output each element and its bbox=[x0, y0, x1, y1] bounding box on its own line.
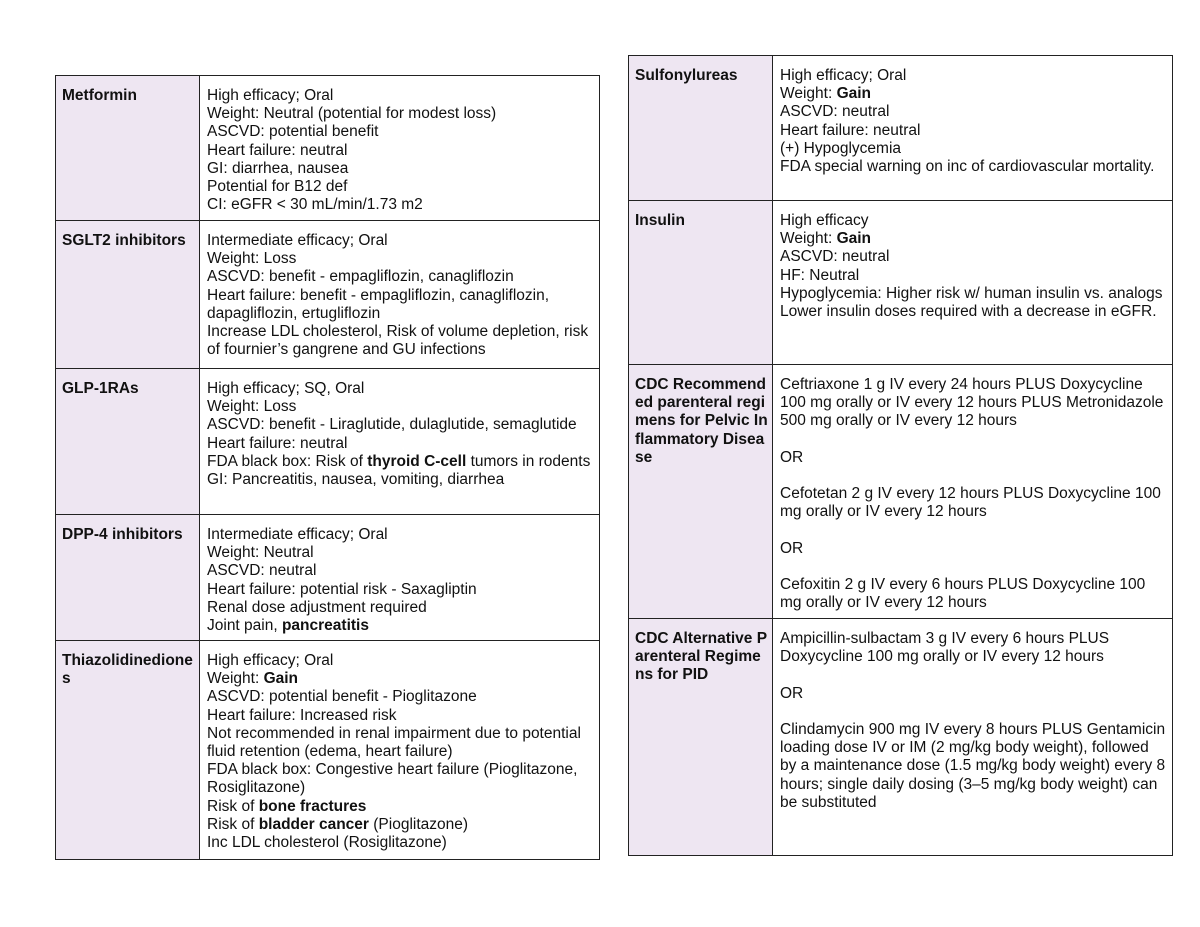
detail-emphasis: Gain bbox=[263, 670, 299, 688]
table-row-insulin bbox=[629, 201, 1173, 365]
detail-line bbox=[780, 522, 1166, 540]
detail-line bbox=[207, 105, 593, 123]
detail-text: FDA black box: Congestive heart failure (Pioglitazone, Rosiglitazone) bbox=[207, 761, 578, 797]
detail-line bbox=[207, 453, 593, 471]
detail-text: Ceftriaxone 1 g IV every 24 hours PLUS Doxycycline 100 mg orally or IV every 12 hours PLUS Metronidazole 500 mg orally or IV every 12 hours bbox=[780, 376, 1164, 430]
detail-line bbox=[780, 666, 1166, 684]
detail-emphasis: thyroid C-cell bbox=[367, 452, 467, 470]
detail-text: Clindamycin 900 mg IV every 8 hours PLUS Gentamicin loading dose IV or IM (2 mg/kg body weight), followed by a maintenance dose (1.5 mg/kg body weight) every 8 hours; single daily dosing (3–5 mg/kg body weight) can be substituted bbox=[780, 720, 1166, 811]
detail-line bbox=[780, 267, 1166, 285]
detail-text: ASCVD: neutral bbox=[207, 562, 317, 580]
detail-text: Heart failure: benefit - empagliflozin, canagliflozin, dapagliflozin, ertugliflozin bbox=[207, 286, 550, 322]
detail-line bbox=[780, 248, 1166, 266]
detail-line bbox=[207, 725, 593, 761]
drug-class-details bbox=[200, 369, 600, 515]
drug-class-name: CDC Recommended parenteral regimens for Pelvic Inflammatory Disease bbox=[629, 365, 773, 619]
detail-text: ASCVD: benefit - empagliflozin, canagliflozin bbox=[207, 268, 514, 286]
detail-line bbox=[780, 230, 1166, 248]
detail-text: High efficacy; SQ, Oral bbox=[207, 380, 365, 397]
detail-line bbox=[780, 540, 1166, 558]
drug-class-name: Insulin bbox=[629, 201, 773, 365]
detail-line bbox=[207, 544, 593, 562]
detail-text: Weight: bbox=[207, 670, 264, 688]
detail-text: Not recommended in renal impairment due to potential fluid retention (edema, heart failure) bbox=[207, 724, 581, 761]
detail-text: Intermediate efficacy; Oral bbox=[207, 232, 388, 249]
detail-text: Heart failure: neutral bbox=[207, 141, 348, 159]
detail-text: Weight: bbox=[780, 85, 837, 103]
detail-text: Risk of bbox=[207, 815, 259, 833]
detail-text: Heart failure: Increased risk bbox=[207, 706, 397, 724]
detail-emphasis: bone fractures bbox=[258, 797, 367, 815]
detail-line bbox=[207, 798, 593, 816]
detail-line bbox=[780, 158, 1166, 176]
detail-text: Cefoxitin 2 g IV every 6 hours PLUS Doxycycline 100 mg orally or IV every 12 hours bbox=[780, 576, 1146, 612]
detail-line bbox=[207, 652, 593, 670]
detail-line bbox=[780, 449, 1166, 467]
detail-line bbox=[780, 303, 1166, 321]
detail-line bbox=[207, 196, 593, 214]
detail-text: Heart failure: neutral bbox=[207, 434, 348, 452]
detail-line bbox=[207, 380, 593, 398]
drug-class-name: SGLT2 inhibitors bbox=[56, 221, 200, 369]
detail-line bbox=[780, 485, 1166, 521]
drug-class-name: Thiazolidinediones bbox=[56, 641, 200, 860]
detail-line bbox=[207, 471, 593, 489]
detail-line bbox=[780, 103, 1166, 121]
detail-text: ASCVD: benefit - Liraglutide, dulaglutide, semaglutide bbox=[207, 416, 577, 434]
table-row-metformin bbox=[56, 76, 600, 221]
detail-text: High efficacy bbox=[780, 212, 869, 229]
detail-line bbox=[780, 431, 1166, 449]
detail-text: Ampicillin-sulbactam 3 g IV every 6 hours PLUS Doxycycline 100 mg orally or IV every 12 hours bbox=[780, 630, 1110, 666]
detail-line bbox=[207, 816, 593, 834]
drug-class-name: Metformin bbox=[56, 76, 200, 221]
detail-text: ASCVD: potential benefit - Pioglitazone bbox=[207, 688, 477, 706]
detail-line bbox=[780, 467, 1166, 485]
detail-text: High efficacy; Oral bbox=[207, 87, 334, 104]
detail-line bbox=[207, 435, 593, 453]
detail-text: High efficacy; Oral bbox=[780, 67, 907, 84]
table-row-cdc-recommended-parenteral-regimens-for- bbox=[629, 365, 1173, 619]
drug-class-details bbox=[200, 221, 600, 369]
detail-text: OR bbox=[780, 448, 804, 466]
detail-text: Heart failure: potential risk - Saxagliptin bbox=[207, 580, 477, 598]
detail-text: Lower insulin doses required with a decrease in eGFR. bbox=[780, 303, 1157, 321]
detail-text: Increase LDL cholesterol, Risk of volume depletion, risk of fournier’s gangrene and GU infections bbox=[207, 323, 589, 359]
detail-text: ASCVD: potential benefit bbox=[207, 123, 379, 141]
detail-line bbox=[780, 122, 1166, 140]
table-row-cdc-alternative-parenteral-regimens-for- bbox=[629, 619, 1173, 856]
detail-emphasis: Gain bbox=[836, 230, 872, 248]
detail-text: ASCVD: neutral bbox=[780, 248, 890, 266]
detail-line bbox=[207, 599, 593, 617]
detail-text: (Pioglitazone) bbox=[368, 815, 469, 833]
detail-text: Inc LDL cholesterol (Rosiglitazone) bbox=[207, 834, 447, 852]
drug-class-details bbox=[773, 201, 1173, 365]
detail-line bbox=[207, 142, 593, 160]
detail-text: High efficacy; Oral bbox=[207, 652, 334, 669]
detail-line bbox=[780, 376, 1166, 431]
drug-class-details bbox=[773, 619, 1173, 856]
detail-line bbox=[207, 562, 593, 580]
detail-line bbox=[780, 285, 1166, 303]
detail-line bbox=[780, 212, 1166, 230]
detail-line bbox=[207, 834, 593, 852]
detail-text: GI: Pancreatitis, nausea, vomiting, diarrhea bbox=[207, 471, 505, 489]
detail-text: ASCVD: neutral bbox=[780, 103, 890, 121]
detail-text: HF: Neutral bbox=[780, 266, 860, 284]
table-row-dpp-4-inhibitors bbox=[56, 515, 600, 641]
detail-text: Intermediate efficacy; Oral bbox=[207, 526, 388, 543]
detail-text: FDA special warning on inc of cardiovascular mortality. bbox=[780, 158, 1155, 176]
detail-text: Hypoglycemia: Higher risk w/ human insulin vs. analogs bbox=[780, 284, 1163, 302]
detail-emphasis: pancreatitis bbox=[281, 617, 369, 635]
detail-text: GI: diarrhea, nausea bbox=[207, 159, 349, 177]
detail-line bbox=[207, 323, 593, 359]
left-drug-table bbox=[55, 75, 600, 860]
detail-line bbox=[780, 703, 1166, 721]
detail-text: Potential for B12 def bbox=[207, 178, 348, 196]
drug-class-name: Sulfonylureas bbox=[629, 56, 773, 201]
detail-line bbox=[207, 398, 593, 416]
detail-line bbox=[207, 178, 593, 196]
detail-line bbox=[207, 87, 593, 105]
detail-text: Joint pain, bbox=[207, 617, 282, 635]
left-table-body bbox=[56, 76, 600, 860]
detail-line bbox=[207, 707, 593, 725]
detail-line bbox=[207, 526, 593, 544]
detail-line bbox=[780, 721, 1166, 812]
drug-class-name: GLP-1RAs bbox=[56, 369, 200, 515]
detail-text: (+) Hypoglycemia bbox=[780, 139, 902, 157]
detail-emphasis: bladder cancer bbox=[258, 815, 369, 833]
detail-text: CI: eGFR < 30 mL/min/1.73 m2 bbox=[207, 196, 423, 214]
detail-text: Weight: Neutral (potential for modest loss) bbox=[207, 105, 497, 123]
detail-line bbox=[207, 761, 593, 797]
drug-class-name: CDC Alternative Parenteral Regimens for PID bbox=[629, 619, 773, 856]
right-drug-table bbox=[628, 55, 1173, 856]
detail-line bbox=[207, 123, 593, 141]
table-row-thiazolidinediones bbox=[56, 641, 600, 860]
detail-line bbox=[780, 685, 1166, 703]
table-row-sglt2-inhibitors bbox=[56, 221, 600, 369]
detail-text: Renal dose adjustment required bbox=[207, 598, 427, 616]
detail-line bbox=[780, 630, 1166, 666]
right-table-body bbox=[629, 56, 1173, 856]
detail-text: Heart failure: neutral bbox=[780, 121, 921, 139]
detail-text: Risk of bbox=[207, 797, 259, 815]
detail-line bbox=[207, 670, 593, 688]
detail-line bbox=[207, 416, 593, 434]
detail-text: OR bbox=[780, 539, 804, 557]
drug-class-details bbox=[773, 365, 1173, 619]
detail-line bbox=[207, 268, 593, 286]
detail-line bbox=[780, 576, 1166, 612]
detail-line bbox=[207, 688, 593, 706]
detail-line bbox=[780, 85, 1166, 103]
drug-class-name: DPP-4 inhibitors bbox=[56, 515, 200, 641]
detail-line bbox=[780, 67, 1166, 85]
detail-line bbox=[207, 617, 593, 635]
detail-text: FDA black box: Risk of bbox=[207, 452, 368, 470]
detail-text: Weight: Loss bbox=[207, 398, 297, 416]
detail-line bbox=[780, 140, 1166, 158]
detail-text: tumors in rodents bbox=[466, 452, 591, 470]
detail-text: Weight: Loss bbox=[207, 250, 297, 268]
detail-line bbox=[780, 558, 1166, 576]
detail-text: OR bbox=[780, 684, 804, 702]
drug-class-details bbox=[773, 56, 1173, 201]
detail-text: Cefotetan 2 g IV every 12 hours PLUS Doxycycline 100 mg orally or IV every 12 hours bbox=[780, 485, 1161, 521]
detail-line bbox=[207, 250, 593, 268]
table-row-glp-1ras bbox=[56, 369, 600, 515]
detail-text: Weight: Neutral bbox=[207, 544, 314, 562]
drug-class-details bbox=[200, 515, 600, 641]
detail-line bbox=[207, 160, 593, 178]
drug-class-details bbox=[200, 641, 600, 860]
drug-class-details bbox=[200, 76, 600, 221]
table-row-sulfonylureas bbox=[629, 56, 1173, 201]
detail-text: Weight: bbox=[780, 230, 837, 248]
detail-line bbox=[207, 232, 593, 250]
detail-line bbox=[207, 287, 593, 323]
detail-line bbox=[207, 581, 593, 599]
detail-emphasis: Gain bbox=[836, 85, 872, 103]
